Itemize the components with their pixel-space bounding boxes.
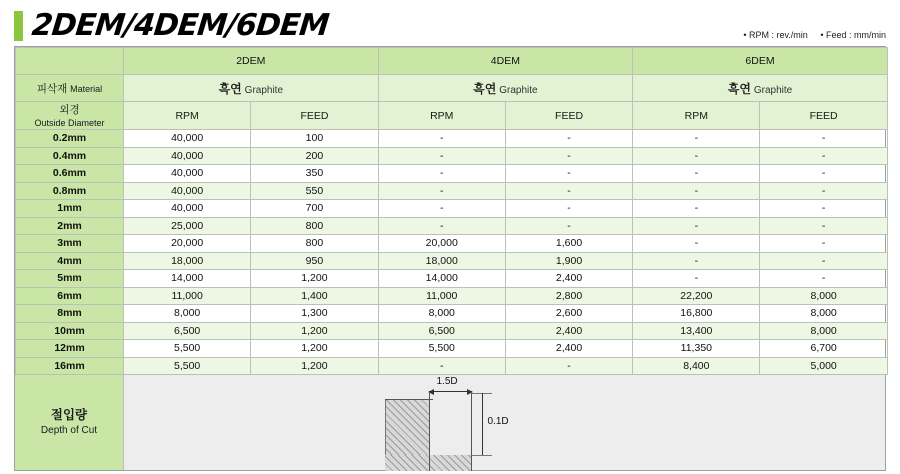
cell-rpm-4dem: 6,500 <box>378 322 505 340</box>
cell-feed-2dem: 1,200 <box>251 340 378 358</box>
cell-rpm-6dem: 13,400 <box>633 322 760 340</box>
workpiece-hatch-bottom <box>385 455 471 471</box>
cell-feed-6dem: - <box>760 200 887 218</box>
cell-feed-4dem: - <box>505 165 632 183</box>
cell-feed-2dem: 800 <box>251 235 378 253</box>
material-value-2dem-ko: 흑연 <box>218 81 242 96</box>
table-row <box>16 322 888 340</box>
cell-feed-2dem: 100 <box>251 130 378 148</box>
cell-feed-4dem: - <box>505 147 632 165</box>
cell-rpm-6dem: - <box>633 252 760 270</box>
col-header-rpm-2dem: RPM <box>124 102 251 130</box>
row-size: 10mm <box>16 322 124 340</box>
cell-rpm-6dem: - <box>633 235 760 253</box>
cell-feed-4dem: - <box>505 357 632 375</box>
table-row <box>16 130 888 148</box>
row-size: 0.6mm <box>16 165 124 183</box>
table-row <box>16 182 888 200</box>
cell-rpm-4dem: 5,500 <box>378 340 505 358</box>
material-label-en: Material <box>70 83 103 94</box>
row-size: 0.4mm <box>16 147 124 165</box>
cell-rpm-2dem: 40,000 <box>124 130 251 148</box>
material-value-6dem <box>633 75 888 102</box>
cell-feed-6dem: - <box>760 235 887 253</box>
cell-rpm-2dem: 40,000 <box>124 147 251 165</box>
table-row <box>16 252 888 270</box>
row-size: 2mm <box>16 217 124 235</box>
table-row <box>16 217 888 235</box>
page-header <box>0 0 900 46</box>
page-title: 2DEM/4DEM/6DEM <box>30 8 331 43</box>
depth-of-cut-panel <box>14 375 886 471</box>
cell-feed-4dem: 2,400 <box>505 340 632 358</box>
col-header-feed-4dem: FEED <box>505 102 632 130</box>
material-label-cell <box>16 75 124 102</box>
row-size: 4mm <box>16 252 124 270</box>
cell-feed-6dem: - <box>760 217 887 235</box>
cell-rpm-6dem: 11,350 <box>633 340 760 358</box>
cell-feed-6dem: 6,700 <box>760 340 887 358</box>
material-value-6dem-en: Graphite <box>753 84 793 96</box>
row-size: 8mm <box>16 305 124 323</box>
cell-feed-4dem: 1,600 <box>505 235 632 253</box>
cell-rpm-6dem: - <box>633 217 760 235</box>
cell-rpm-2dem: 8,000 <box>124 305 251 323</box>
cell-feed-2dem: 800 <box>251 217 378 235</box>
material-value-2dem <box>124 75 379 102</box>
cell-rpm-4dem: 11,000 <box>378 287 505 305</box>
row-size: 3mm <box>16 235 124 253</box>
depth-of-cut-label-ko: 절입량 <box>50 408 88 423</box>
cell-rpm-4dem: - <box>378 147 505 165</box>
depth-of-cut-label-en: Depth of Cut <box>40 425 98 437</box>
material-value-4dem-en: Graphite <box>499 84 538 96</box>
cell-rpm-6dem: - <box>633 147 760 165</box>
depth-of-cut-figure <box>124 375 885 470</box>
row-size: 0.2mm <box>16 130 124 148</box>
cell-rpm-2dem: 40,000 <box>124 165 251 183</box>
cell-rpm-2dem: 40,000 <box>124 182 251 200</box>
depth-of-cut-label <box>15 375 124 470</box>
material-value-4dem-ko: 흑연 <box>473 81 497 96</box>
cell-rpm-4dem: 20,000 <box>378 235 505 253</box>
group-header-6dem: 6DEM <box>633 48 888 75</box>
table-row <box>16 235 888 253</box>
cell-rpm-4dem: - <box>378 357 505 375</box>
cell-feed-6dem: - <box>760 130 887 148</box>
depth-dimension-tick-bottom <box>472 455 492 456</box>
table-row <box>16 305 888 323</box>
table-row <box>16 287 888 305</box>
cell-rpm-4dem: - <box>378 182 505 200</box>
cell-feed-4dem: 2,400 <box>505 322 632 340</box>
cell-feed-2dem: 550 <box>251 182 378 200</box>
cell-feed-4dem: 2,600 <box>505 305 632 323</box>
cell-feed-2dem: 950 <box>251 252 378 270</box>
cell-rpm-6dem: 22,200 <box>633 287 760 305</box>
table-row <box>16 340 888 358</box>
cell-rpm-6dem: - <box>633 270 760 288</box>
row-size: 0.8mm <box>16 182 124 200</box>
cell-rpm-2dem: 5,500 <box>124 357 251 375</box>
col-header-feed-2dem: FEED <box>251 102 378 130</box>
cell-feed-4dem: 2,400 <box>505 270 632 288</box>
units-legend <box>733 30 886 40</box>
row-size: 6mm <box>16 287 124 305</box>
table-row-group-headers <box>16 48 888 75</box>
diameter-label-en: Outside Diameter <box>34 118 105 128</box>
cell-rpm-6dem: 8,400 <box>633 357 760 375</box>
cell-feed-4dem: - <box>505 182 632 200</box>
table-row <box>16 270 888 288</box>
col-header-feed-6dem: FEED <box>760 102 887 130</box>
cell-rpm-6dem: - <box>633 130 760 148</box>
diameter-label-ko: 외경 <box>59 104 80 116</box>
cell-feed-6dem: - <box>760 252 887 270</box>
pocket-left-wall <box>429 393 430 471</box>
diameter-label-cell <box>16 102 124 130</box>
cell-feed-2dem: 700 <box>251 200 378 218</box>
depth-dimension-line <box>482 393 483 455</box>
cell-feed-6dem: 8,000 <box>760 305 887 323</box>
pocket-right-wall <box>471 393 472 471</box>
cell-feed-2dem: 1,200 <box>251 270 378 288</box>
cell-rpm-4dem: 8,000 <box>378 305 505 323</box>
table-row <box>16 200 888 218</box>
cell-rpm-2dem: 25,000 <box>124 217 251 235</box>
corner-cell <box>16 48 124 75</box>
cell-feed-6dem: - <box>760 270 887 288</box>
width-dimension-line <box>429 391 472 392</box>
table-row-material <box>16 75 888 102</box>
cell-rpm-4dem: - <box>378 200 505 218</box>
cell-feed-4dem: - <box>505 217 632 235</box>
table-row-column-headers <box>16 102 888 130</box>
spec-table-wrap <box>14 46 886 375</box>
cell-rpm-6dem: - <box>633 182 760 200</box>
table-row <box>16 357 888 375</box>
material-value-6dem-ko: 흑연 <box>727 81 751 96</box>
workpiece-top-edge <box>385 393 433 400</box>
cell-rpm-6dem: 16,800 <box>633 305 760 323</box>
cell-feed-4dem: 1,900 <box>505 252 632 270</box>
cell-feed-4dem: 2,800 <box>505 287 632 305</box>
group-header-4dem: 4DEM <box>378 48 633 75</box>
material-value-4dem <box>378 75 633 102</box>
cell-feed-6dem: - <box>760 182 887 200</box>
table-row <box>16 147 888 165</box>
width-dimension-label: 1.5D <box>436 376 458 387</box>
cell-feed-6dem: - <box>760 147 887 165</box>
row-size: 12mm <box>16 340 124 358</box>
cell-rpm-2dem: 40,000 <box>124 200 251 218</box>
col-header-rpm-4dem: RPM <box>378 102 505 130</box>
material-label-ko: 피삭재 <box>36 82 68 95</box>
title-accent-bar <box>14 11 23 41</box>
cell-feed-6dem: 8,000 <box>760 322 887 340</box>
cell-feed-6dem: 5,000 <box>760 357 887 375</box>
cell-rpm-2dem: 20,000 <box>124 235 251 253</box>
cell-rpm-6dem: - <box>633 200 760 218</box>
cell-feed-2dem: 350 <box>251 165 378 183</box>
cell-feed-4dem: - <box>505 130 632 148</box>
table-row <box>16 165 888 183</box>
cell-rpm-6dem: - <box>633 165 760 183</box>
cell-rpm-2dem: 14,000 <box>124 270 251 288</box>
material-value-2dem-en: Graphite <box>244 84 284 96</box>
cell-rpm-2dem: 11,000 <box>124 287 251 305</box>
cell-feed-4dem: - <box>505 200 632 218</box>
legend-rpm: • RPM : rev./min <box>743 30 808 40</box>
row-size: 1mm <box>16 200 124 218</box>
cell-rpm-2dem: 6,500 <box>124 322 251 340</box>
cell-feed-2dem: 1,200 <box>251 322 378 340</box>
col-header-rpm-6dem: RPM <box>633 102 760 130</box>
cell-feed-6dem: - <box>760 165 887 183</box>
cell-rpm-4dem: 18,000 <box>378 252 505 270</box>
row-size: 16mm <box>16 357 124 375</box>
cell-rpm-2dem: 18,000 <box>124 252 251 270</box>
cell-feed-2dem: 1,200 <box>251 357 378 375</box>
spec-table <box>15 47 888 375</box>
cell-feed-2dem: 1,400 <box>251 287 378 305</box>
cell-rpm-4dem: - <box>378 217 505 235</box>
cell-rpm-2dem: 5,500 <box>124 340 251 358</box>
legend-feed: • Feed : mm/min <box>820 30 886 40</box>
depth-dimension-label: 0.1D <box>487 416 509 427</box>
cell-feed-6dem: 8,000 <box>760 287 887 305</box>
cut-diagram <box>385 376 635 471</box>
cell-rpm-4dem: 14,000 <box>378 270 505 288</box>
row-size: 5mm <box>16 270 124 288</box>
cell-feed-2dem: 200 <box>251 147 378 165</box>
cell-rpm-4dem: - <box>378 165 505 183</box>
group-header-2dem: 2DEM <box>124 48 379 75</box>
cell-rpm-4dem: - <box>378 130 505 148</box>
cell-feed-2dem: 1,300 <box>251 305 378 323</box>
